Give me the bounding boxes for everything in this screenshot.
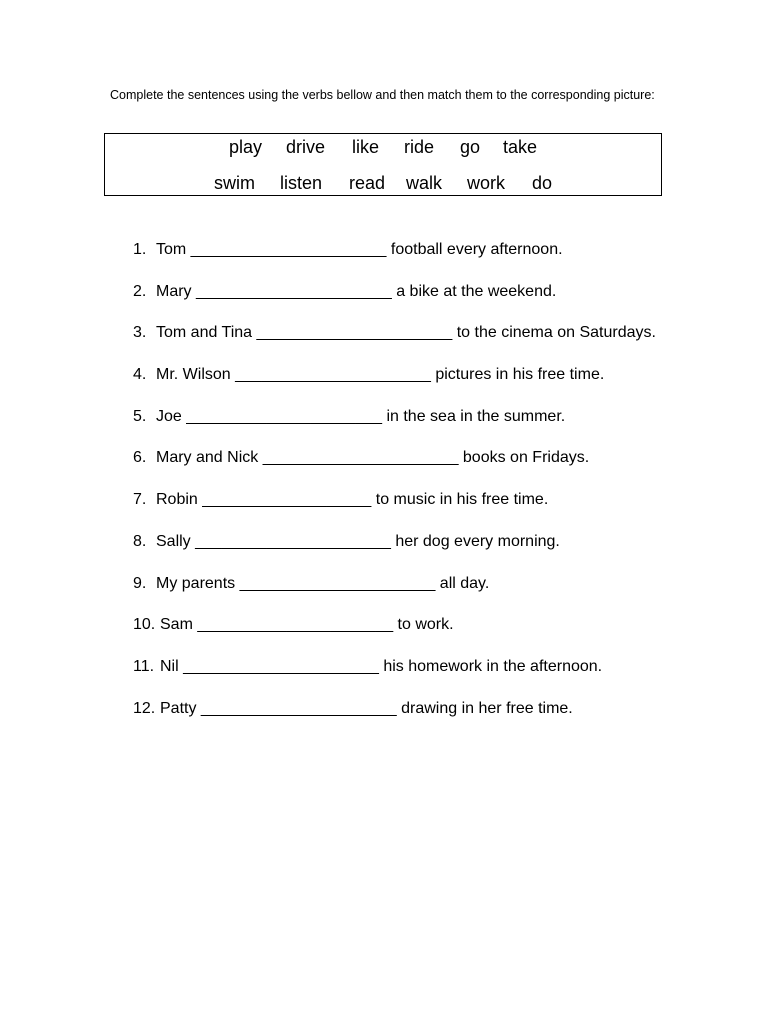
sentence-number: 4. [133,366,147,384]
sentence-item [133,322,656,364]
word-bank-row-1 [105,135,661,159]
sentence-item [133,239,656,281]
sentence-number: 6. [133,449,147,467]
sentence-text: Sally ______________________ her dog every morning. [156,532,560,550]
word-bank-verb: read [349,173,386,193]
sentence-item [133,698,656,740]
sentence-number: 5. [133,407,147,425]
word-bank-verb: like [352,137,380,157]
sentence-item [133,489,656,531]
sentence-text: Tom and Tina ______________________ to the cinema on Saturdays. [156,324,656,342]
word-bank-verb: play [229,137,263,157]
sentence-number: 11. [133,657,155,675]
sentence-number: 9. [133,574,147,592]
sentence-item [133,614,656,656]
sentence-item [133,531,656,573]
verb-word-bank [104,133,662,196]
sentence-text: Robin ___________________ to music in his free time. [156,491,549,509]
word-bank-verb: ride [404,137,435,157]
word-bank-verb: listen [280,173,323,193]
sentence-number: 2. [133,282,147,300]
sentence-number: 3. [133,324,147,342]
sentence-list [133,239,656,739]
word-bank-verb: walk [406,173,443,193]
sentence-text: Joe ______________________ in the sea in the summer. [156,407,566,425]
sentence-item [133,281,656,323]
word-bank-verb: do [532,173,553,193]
sentence-item [133,447,656,489]
sentence-text: Nil ______________________ his homework in the afternoon. [160,657,603,675]
sentence-number: 7. [133,491,147,509]
sentence-text: My parents ______________________ all day. [156,574,490,592]
sentence-item [133,364,656,406]
sentence-text: Patty ______________________ drawing in her free time. [160,699,573,717]
sentence-text: Mr. Wilson ______________________ pictures in his free time. [156,366,605,384]
sentence-item [133,656,656,698]
word-bank-verb: go [460,137,481,157]
sentence-number: 8. [133,532,147,550]
sentence-text: Tom ______________________ football every afternoon. [156,241,563,258]
sentence-item [133,573,656,615]
word-bank-verb: drive [286,137,326,157]
sentence-text: Sam ______________________ to work. [160,616,454,634]
word-bank-verb: swim [214,173,255,193]
instructions-text: Complete the sentences using the verbs bellow and then match them to the corresponding picture: [110,88,655,102]
word-bank-verb: take [503,137,538,157]
sentence-item [133,406,656,448]
sentence-text: Mary ______________________ a bike at the weekend. [156,282,557,300]
word-bank-row-2 [105,171,661,195]
sentence-number: 12. [133,699,156,717]
sentence-number: 10. [133,616,156,634]
sentence-text: Mary and Nick ______________________ books on Fridays. [156,449,590,467]
word-bank-verb: work [467,173,506,193]
sentence-number: 1. [133,241,147,258]
